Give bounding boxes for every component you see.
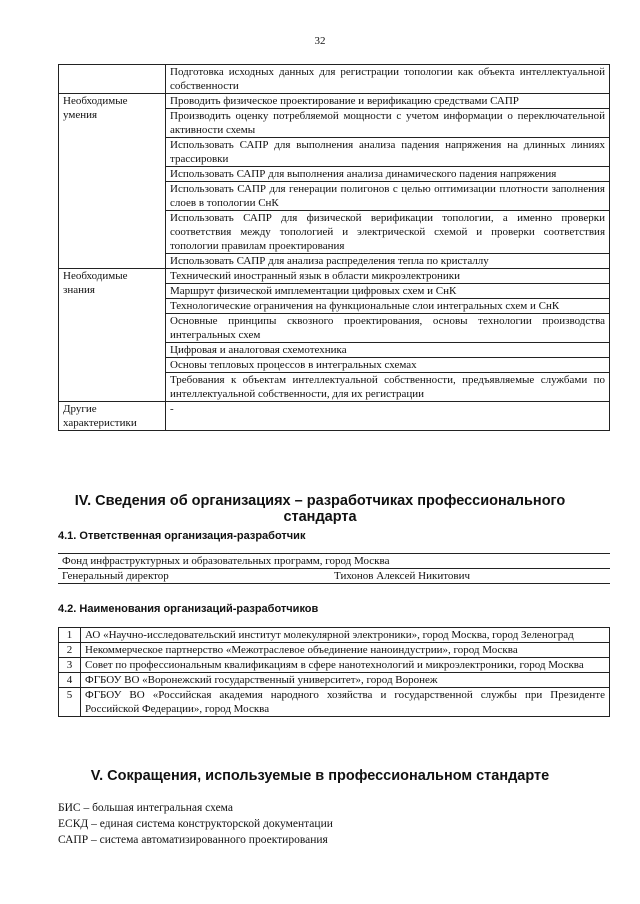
organization-name: Фонд инфраструктурных и образовательных программ, город Москва xyxy=(58,554,610,569)
developer-name: Совет по профессиональным квалификациям в сфере нанотехнологий и микроэлектроники, город Москва xyxy=(81,658,610,673)
row-item: Использовать САПР для выполнения анализа динамического падения напряжения xyxy=(166,167,610,182)
developer-number: 3 xyxy=(59,658,81,673)
developer-number: 5 xyxy=(59,688,81,717)
section-4-1-title: 4.1. Ответственная организация-разработчик xyxy=(58,530,306,542)
row-item: Использовать САПР для физической верификации топологии, а именно проверки соответствия между топологией и электрической схемой и проверки соответствия топологии правилам проектирования xyxy=(166,211,610,254)
developer-name: ФГБОУ ВО «Российская академия народного хозяйства и государственной службы при Президенте Российской Федерации», город Москва xyxy=(81,688,610,717)
row-item: Основы тепловых процессов в интегральных схемах xyxy=(166,358,610,373)
developer-row xyxy=(59,643,610,658)
section-4-2-title: 4.2. Наименования организаций-разработчиков xyxy=(58,603,319,615)
developers-table xyxy=(58,627,610,717)
section-5-title: V. Сокращения, используемые в профессиональном стандарте xyxy=(90,768,550,784)
row-item: Подготовка исходных данных для регистрации топологии как объекта интеллектуальной собственности xyxy=(166,65,610,94)
row-label: Необходимые умения xyxy=(59,94,166,269)
table-row xyxy=(59,269,610,284)
row-item: Цифровая и аналоговая схемотехника xyxy=(166,343,610,358)
developer-name: ФГБОУ ВО «Воронежский государственный университет», город Воронеж xyxy=(81,673,610,688)
developer-row xyxy=(59,673,610,688)
director-name: Тихонов Алексей Никитович xyxy=(334,569,610,584)
abbreviation-item: БИС – большая интегральная схема xyxy=(58,802,233,814)
page-number: 32 xyxy=(314,35,326,47)
section-4-title: IV. Сведения об организациях – разработчиках профессионального стандарта xyxy=(74,493,566,525)
table-row xyxy=(59,65,610,94)
row-item: Маршрут физической имплементации цифровых схем и СнК xyxy=(166,284,610,299)
abbreviations-list xyxy=(58,800,333,848)
row-label: Необходимые знания xyxy=(59,269,166,402)
row-item: Использовать САПР для выполнения анализа падения напряжения на длинных линиях трассировки xyxy=(166,138,610,167)
row-label xyxy=(59,65,166,94)
responsible-organization-table xyxy=(58,553,610,584)
row-item: Использовать САПР для анализа распределения тепла по кристаллу xyxy=(166,254,610,269)
row-item: Производить оценку потребляемой мощности с учетом информации о переключательной активности схемы xyxy=(166,109,610,138)
abbreviation-item: САПР – система автоматизированного проектирования xyxy=(58,834,328,846)
table-row xyxy=(59,402,610,431)
director-position: Генеральный директор xyxy=(58,569,334,584)
table-row xyxy=(59,94,610,109)
developer-number: 4 xyxy=(59,673,81,688)
developer-row xyxy=(59,658,610,673)
row-item: Технологические ограничения на функциональные слои интегральных схем и СнК xyxy=(166,299,610,314)
row-item: Требования к объектам интеллектуальной собственности, предъявляемые службами по интеллектуальной собственности, для их регистрации xyxy=(166,373,610,402)
row-label: Другие характеристики xyxy=(59,402,166,431)
developer-row xyxy=(59,688,610,717)
developer-name: АО «Научно-исследовательский институт молекулярной электроники», город Москва, город Зеленоград xyxy=(81,628,610,643)
developer-row xyxy=(59,628,610,643)
developer-number: 2 xyxy=(59,643,81,658)
skills-knowledge-table xyxy=(58,64,610,431)
abbreviation-item: ЕСКД – единая система конструкторской документации xyxy=(58,818,333,830)
row-item: - xyxy=(166,402,610,431)
row-item: Использовать САПР для генерации полигонов с целью оптимизации плотности заполнения слоев в топологии СнК xyxy=(166,182,610,211)
developer-number: 1 xyxy=(59,628,81,643)
developer-name: Некоммерческое партнерство «Межотраслевое объединение наноиндустрии», город Москва xyxy=(81,643,610,658)
row-item: Основные принципы сквозного проектирования, основы технологии производства интегральных схем xyxy=(166,314,610,343)
row-item: Технический иностранный язык в области микроэлектроники xyxy=(166,269,610,284)
row-item: Проводить физическое проектирование и верификацию средствами САПР xyxy=(166,94,610,109)
